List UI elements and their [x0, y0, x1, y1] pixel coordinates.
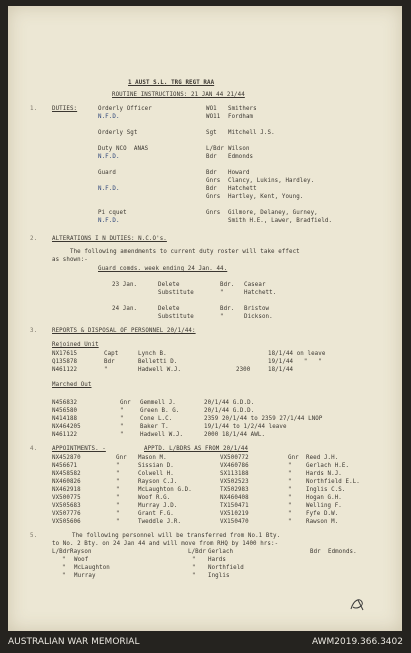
- appointment-rank: ": [116, 511, 120, 517]
- section-1-number: 1.: [30, 106, 38, 112]
- personnel-remark: 19/1/44 to 1/2/44 leave: [204, 424, 287, 430]
- appointment-number: NX460408: [220, 495, 249, 501]
- appointment-number: VX505606: [52, 519, 81, 525]
- duty-rank: Gnrs: [206, 194, 221, 200]
- appointment-number: VX150470: [220, 519, 249, 525]
- amendment-name: Casear: [244, 282, 266, 288]
- appointment-number: VX505683: [52, 503, 81, 509]
- handwritten-signature: [348, 597, 366, 612]
- marched-out-heading: Marched Out: [52, 382, 92, 388]
- amendment-rank: ": [220, 314, 224, 320]
- duty-rank: L/Bdr: [206, 146, 224, 152]
- footer-accession-number: AWM2019.366.3402: [311, 637, 403, 647]
- section-2-intro: The following amendments to current duty roster will take effect: [70, 249, 300, 255]
- appointment-number: SX113188: [220, 471, 249, 477]
- transfer-rank: Bdr: [310, 549, 321, 555]
- appointment-rank: ": [116, 479, 120, 485]
- duty-name: Hatchett: [228, 186, 257, 192]
- transfer-name: Gerlach: [208, 549, 234, 555]
- appointment-rank: ": [116, 463, 120, 469]
- appointment-number: N456671: [52, 463, 78, 469]
- duty-name: Smithers: [228, 106, 257, 112]
- document-subtitle: ROUTINE INSTRUCTIONS: 21 JAN 44 21/44: [112, 92, 245, 98]
- section-2-subheading: Guard comds. week ending 24 Jan. 44.: [98, 266, 228, 272]
- appointment-number: TX150471: [220, 503, 249, 509]
- appointment-number: VX460786: [220, 463, 249, 469]
- section-1-heading: DUTIES:: [52, 106, 78, 112]
- personnel-number: N461122: [52, 367, 78, 373]
- duty-name: Edmonds: [228, 154, 254, 160]
- duty-name: Clancy, Lukins, Hardley.: [228, 178, 315, 184]
- archive-footer: [0, 631, 411, 653]
- personnel-name: Lynch B.: [138, 351, 167, 357]
- amendment-name: Hatchett.: [244, 290, 277, 296]
- rejoined-heading: Rejoined Unit: [52, 342, 99, 348]
- appointment-number: VX500775: [52, 495, 81, 501]
- personnel-name: Hadwell W.J.: [138, 367, 182, 373]
- footer-institution: AUSTRALIAN WAR MEMORIAL: [8, 637, 140, 647]
- transfer-name: Edmonds.: [328, 549, 357, 555]
- appointment-name: Sissian D.: [138, 463, 174, 469]
- personnel-name: Green B. G.: [140, 408, 180, 414]
- personnel-rank: ": [104, 367, 108, 373]
- section-4-number: 4.: [30, 446, 38, 452]
- duty-role: Guard: [98, 170, 116, 176]
- transfer-text: to No. 2 Bty. on 24 Jan 44 and will move from RHQ by 1400 hrs:-: [52, 541, 279, 547]
- appointment-name: Rayson C.J.: [138, 479, 178, 485]
- appointment-rank: ": [288, 479, 292, 485]
- amendment-rank: Bdr.: [220, 306, 235, 312]
- personnel-time: 2300: [236, 367, 251, 373]
- appointment-number: VX510219: [220, 511, 249, 517]
- personnel-rank: Capt: [104, 351, 119, 357]
- duty-rank: Gnrs: [206, 210, 221, 216]
- transfer-rank: ": [62, 557, 66, 563]
- personnel-remark: 20/1/44 G.D.D.: [204, 400, 255, 406]
- amendment-action: Substitute: [158, 314, 194, 320]
- personnel-rank: Gnr: [120, 400, 131, 406]
- transfer-name: Inglis: [208, 573, 230, 579]
- appointment-name: Rawson M.: [306, 519, 339, 525]
- document-title: 1 AUST S.L. TRG REGT RAA: [128, 80, 215, 86]
- personnel-number: N414188: [52, 416, 78, 422]
- amendment-action: Substitute: [158, 290, 194, 296]
- personnel-remark: 18/1/44 on leave: [268, 351, 326, 357]
- appointment-name: Mason M.: [138, 455, 167, 461]
- personnel-remark: 20/1/44 G.D.D.: [204, 408, 255, 414]
- amendment-action: Delete: [158, 306, 180, 312]
- appointment-rank: ": [288, 463, 292, 469]
- duty-role: N.F.D.: [98, 114, 120, 120]
- appointment-name: Gerlach H.E.: [306, 463, 350, 469]
- appointment-rank: Gnr: [116, 455, 127, 461]
- personnel-name: Hadwell W.J.: [140, 432, 184, 438]
- personnel-name: Baker T.: [140, 424, 169, 430]
- duty-rank: Gnrs: [206, 178, 221, 184]
- appointment-rank: ": [288, 519, 292, 525]
- appointment-name: Northfield E.L.: [306, 479, 360, 485]
- appointment-name: Fyfe D.W.: [306, 511, 339, 517]
- section-4-subheading: APPTD. L/BDRS AS FROM 20/1/44: [144, 446, 249, 452]
- personnel-name: Belletti D.: [138, 359, 178, 365]
- appointment-rank: ": [288, 487, 292, 493]
- transfer-rank: L/Bdr: [52, 549, 70, 555]
- duty-name: Smith H.E., Lawer, Bradfield.: [228, 218, 333, 224]
- duty-name: Mitchell J.S.: [228, 130, 275, 136]
- personnel-name: Cone L.C.: [140, 416, 173, 422]
- personnel-rank: ": [120, 408, 124, 414]
- transfer-name: McLaughton: [74, 565, 110, 571]
- appointment-name: Tweddle J.R.: [138, 519, 182, 525]
- appointment-number: VX500772: [220, 455, 249, 461]
- amendment-action: Delete: [158, 282, 180, 288]
- appointment-number: NX452870: [52, 455, 81, 461]
- appointment-rank: ": [116, 519, 120, 525]
- appointment-number: NX458582: [52, 471, 81, 477]
- duty-name: Howard: [228, 170, 250, 176]
- appointment-name: McLaughton G.D.: [138, 487, 192, 493]
- duty-name: Gilmore, Delaney, Gurney,: [228, 210, 318, 216]
- appointment-name: Reed J.H.: [306, 455, 339, 461]
- appointment-number: TX502983: [220, 487, 249, 493]
- appointment-name: Woof R.G.: [138, 495, 171, 501]
- personnel-number: N461122: [52, 432, 78, 438]
- appointment-rank: ": [288, 495, 292, 501]
- section-2-intro: as shown:-: [52, 257, 88, 263]
- section-3-heading: REPORTS & DISPOSAL OF PERSONNEL 20/1/44:: [52, 328, 196, 334]
- section-2-heading: ALTERATIONS I N DUTIES: N.C.O's.: [52, 236, 167, 242]
- personnel-rank: ": [120, 416, 124, 422]
- amendment-rank: ": [220, 290, 224, 296]
- transfer-rank: ": [192, 565, 196, 571]
- transfer-text: The following personnel will be transferred from No.1 Bty.: [72, 533, 281, 539]
- duty-rank: Bdr: [206, 170, 217, 176]
- personnel-number: NX464205: [52, 424, 81, 430]
- personnel-rank: ": [120, 432, 124, 438]
- personnel-remark: 2000 18/1/44 AWL.: [204, 432, 266, 438]
- amendment-date: 24 Jan.: [112, 306, 138, 312]
- duty-role: Orderly Sgt: [98, 130, 138, 136]
- duty-rank: Sgt: [206, 130, 217, 136]
- transfer-rank: ": [62, 573, 66, 579]
- personnel-number: N456580: [52, 408, 78, 414]
- transfer-rank: ": [62, 565, 66, 571]
- appointment-rank: ": [288, 471, 292, 477]
- appointment-name: Inglis C.S.: [306, 487, 346, 493]
- appointment-name: Hards N.J.: [306, 471, 342, 477]
- appointment-number: VX502523: [220, 479, 249, 485]
- section-5-number: 5.: [30, 533, 38, 539]
- personnel-rank: ": [120, 424, 124, 430]
- appointment-name: Colwell H.: [138, 471, 174, 477]
- duty-rank: WO11: [206, 114, 221, 120]
- appointment-rank: Gnr: [288, 455, 299, 461]
- duty-rank: Bdr: [206, 186, 217, 192]
- duty-role: N.F.D.: [98, 186, 120, 192]
- duty-name: Hartley, Kent, Young.: [228, 194, 304, 200]
- personnel-number: N456832: [52, 400, 78, 406]
- transfer-name: Rayson: [70, 549, 92, 555]
- personnel-number: Q135878: [52, 359, 78, 365]
- transfer-name: Hards: [208, 557, 226, 563]
- appointment-number: NX462918: [52, 487, 81, 493]
- transfer-name: Northfield: [208, 565, 244, 571]
- amendment-date: 23 Jan.: [112, 282, 138, 288]
- document-page: [8, 6, 402, 631]
- transfer-rank: ": [192, 573, 196, 579]
- appointment-rank: ": [288, 503, 292, 509]
- personnel-remark: 18/1/44: [268, 367, 294, 373]
- personnel-remark: 19/1/44 " ": [268, 359, 322, 365]
- transfer-rank: L/Bdr: [188, 549, 206, 555]
- personnel-name: Gemmell J.: [140, 400, 176, 406]
- personnel-remark: 2359 20/1/44 to 2359 27/1/44 LNOP: [204, 416, 323, 422]
- appointment-name: Murray J.D.: [138, 503, 178, 509]
- duty-role: N.F.D.: [98, 218, 120, 224]
- duty-role: N.F.D.: [98, 154, 120, 160]
- appointment-rank: ": [116, 487, 120, 493]
- amendment-rank: Bdr.: [220, 282, 235, 288]
- section-3-number: 3.: [30, 328, 38, 334]
- personnel-rank: Bdr: [104, 359, 115, 365]
- transfer-rank: ": [192, 557, 196, 563]
- duty-rank: WO1: [206, 106, 217, 112]
- section-2-number: 2.: [30, 236, 38, 242]
- appointment-rank: ": [116, 471, 120, 477]
- duty-name: Wilson: [228, 146, 250, 152]
- appointment-rank: ": [288, 511, 292, 517]
- appointment-name: Hogan G.H.: [306, 495, 342, 501]
- duty-name: Fordham: [228, 114, 254, 120]
- duty-role: Orderly Officer: [98, 106, 152, 112]
- amendment-name: Dickson.: [244, 314, 273, 320]
- appointment-number: VX507776: [52, 511, 81, 517]
- duty-role: Pi cquet: [98, 210, 127, 216]
- amendment-name: Bristow: [244, 306, 270, 312]
- appointment-name: Welling F.: [306, 503, 342, 509]
- transfer-name: Murray: [74, 573, 96, 579]
- personnel-number: NX17615: [52, 351, 78, 357]
- appointment-rank: ": [116, 495, 120, 501]
- duty-role: Duty NCO ANAS: [98, 146, 149, 152]
- transfer-name: Woof: [74, 557, 89, 563]
- appointment-number: NX460826: [52, 479, 81, 485]
- section-4-heading: APPOINTMENTS. -: [52, 446, 106, 452]
- appointment-name: Grant F.G.: [138, 511, 174, 517]
- duty-rank: Bdr: [206, 154, 217, 160]
- appointment-rank: ": [116, 503, 120, 509]
